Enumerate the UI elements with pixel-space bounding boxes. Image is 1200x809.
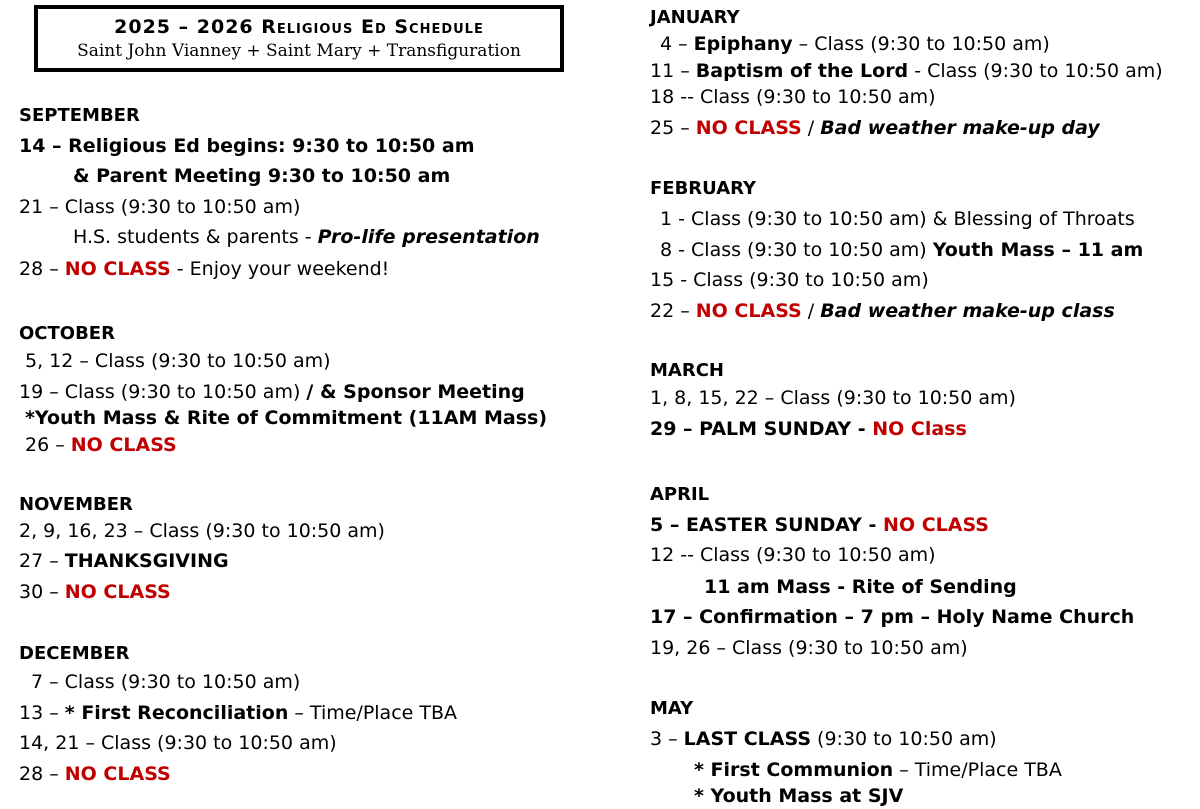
entry-bold: Baptism of the Lord — [695, 60, 909, 82]
month-heading-october: OCTOBER — [19, 323, 115, 344]
entry-text: - Enjoy your weekend! — [170, 258, 390, 280]
entry-text: – Class (9:30 to 10:50 am) — [792, 33, 1050, 55]
schedule-entry: 14, 21 – Class (9:30 to 10:50 am) — [19, 732, 337, 754]
month-heading-december: DECEMBER — [19, 643, 130, 664]
schedule-entry — [650, 299, 1115, 323]
entry-text: 29 – PALM SUNDAY - — [650, 418, 873, 440]
entry-date: 28 – — [19, 763, 65, 785]
entry-italic: Bad weather make-up day — [820, 117, 1100, 139]
no-class-label: NO CLASS — [64, 763, 171, 785]
entry-separator: / — [801, 117, 821, 139]
schedule-entry: & Parent Meeting 9:30 to 10:50 am — [73, 165, 451, 187]
title-box — [34, 5, 564, 72]
entry-italic: Pro-life presentation — [317, 226, 540, 248]
entry-bold: / & Sponsor Meeting — [306, 381, 525, 403]
schedule-entry — [19, 257, 389, 281]
entry-text: Religious Ed begins: 9:30 to 10:50 am — [68, 135, 475, 157]
entry-bold: Epiphany — [693, 33, 793, 55]
no-class-label: NO CLASS — [883, 514, 989, 536]
entry-date: 30 – — [19, 581, 65, 603]
schedule-entry: * Youth Mass at SJV — [694, 785, 904, 807]
entry-italic: Bad weather make-up class — [820, 300, 1115, 322]
schedule-entry: 5, 12 – Class (9:30 to 10:50 am) — [25, 350, 331, 372]
entry-date: 14 – — [19, 135, 69, 157]
month-heading-january: JANUARY — [650, 7, 740, 28]
entry-date: 26 – — [25, 434, 71, 456]
schedule-entry — [19, 580, 171, 604]
schedule-entry — [650, 59, 1163, 83]
schedule-entry — [19, 549, 229, 573]
entry-date: 27 – — [19, 550, 65, 572]
entry-text: – Time/Place TBA — [288, 702, 458, 724]
month-heading-april: APRIL — [650, 484, 710, 505]
schedule-entry: 2, 9, 16, 23 – Class (9:30 to 10:50 am) — [19, 520, 385, 542]
schedule-entry: 19, 26 – Class (9:30 to 10:50 am) — [650, 637, 968, 659]
schedule-entry — [660, 32, 1050, 56]
no-class-label: NO CLASS — [70, 434, 177, 456]
schedule-entry: 21 – Class (9:30 to 10:50 am) — [19, 196, 301, 218]
schedule-entry — [19, 380, 525, 404]
schedule-entry: 1, 8, 15, 22 – Class (9:30 to 10:50 am) — [650, 387, 1016, 409]
entry-date: 28 – — [19, 258, 65, 280]
entry-date: 25 – — [650, 117, 696, 139]
entry-date: 4 – — [660, 33, 694, 55]
month-heading-february: FEBRUARY — [650, 178, 757, 199]
schedule-entry: 11 am Mass - Rite of Sending — [704, 576, 1017, 598]
month-heading-may: MAY — [650, 698, 694, 719]
no-class-label: NO CLASS — [695, 300, 802, 322]
entry-bold: * First Communion — [694, 759, 894, 781]
entry-text: 5 – EASTER SUNDAY - — [650, 514, 884, 536]
schedule-entry: 17 – Confirmation – 7 pm – Holy Name Church — [650, 606, 1135, 628]
entry-text: – Time/Place TBA — [893, 759, 1062, 781]
schedule-entry: *Youth Mass & Rite of Commitment (11AM Mass) — [25, 407, 548, 429]
entry-bold: LAST CLASS — [683, 728, 812, 750]
schedule-entry — [73, 225, 540, 249]
no-class-label: NO Class — [872, 418, 967, 440]
entry-date: 13 – — [19, 702, 65, 724]
entry-bold: Youth Mass – 11 am — [932, 239, 1144, 261]
no-class-label: NO CLASS — [64, 258, 171, 280]
entry-date: 3 – — [650, 728, 684, 750]
schedule-entry — [660, 238, 1143, 262]
schedule-entry: 15 - Class (9:30 to 10:50 am) — [650, 269, 929, 291]
schedule-entry — [19, 701, 457, 725]
schedule-entry — [650, 727, 997, 751]
page-title: 2025 – 2026 Religious Ed Schedule — [114, 16, 484, 38]
schedule-entry — [25, 433, 177, 457]
schedule-entry: 7 – Class (9:30 to 10:50 am) — [31, 671, 301, 693]
no-class-label: NO CLASS — [695, 117, 802, 139]
month-heading-march: MARCH — [650, 360, 724, 381]
entry-text: - Class (9:30 to 10:50 am) — [908, 60, 1163, 82]
schedule-entry — [650, 513, 989, 537]
entry-text: 19 – Class (9:30 to 10:50 am) — [19, 381, 307, 403]
no-class-label: NO CLASS — [64, 581, 171, 603]
entry-separator: / — [801, 300, 821, 322]
entry-date: 22 – — [650, 300, 696, 322]
schedule-entry — [650, 417, 967, 441]
schedule-entry — [694, 758, 1062, 782]
month-heading-november: NOVEMBER — [19, 494, 133, 515]
schedule-entry: 1 - Class (9:30 to 10:50 am) & Blessing of Throats — [660, 208, 1135, 230]
schedule-entry: 18 -- Class (9:30 to 10:50 am) — [650, 86, 936, 108]
entry-text: 8 - Class (9:30 to 10:50 am) — [660, 239, 933, 261]
entry-bold: * First Reconciliation — [64, 702, 289, 724]
month-heading-september: SEPTEMBER — [19, 105, 140, 126]
schedule-entry — [650, 116, 1100, 140]
schedule-entry — [19, 762, 171, 786]
entry-date: 11 – — [650, 60, 696, 82]
schedule-entry — [19, 134, 475, 158]
page-subtitle: Saint John Vianney + Saint Mary + Transfiguration — [77, 41, 521, 61]
entry-bold: THANKSGIVING — [64, 550, 229, 572]
entry-text: H.S. students & parents - — [73, 226, 318, 248]
entry-text: (9:30 to 10:50 am) — [811, 728, 997, 750]
schedule-entry: 12 -- Class (9:30 to 10:50 am) — [650, 544, 936, 566]
